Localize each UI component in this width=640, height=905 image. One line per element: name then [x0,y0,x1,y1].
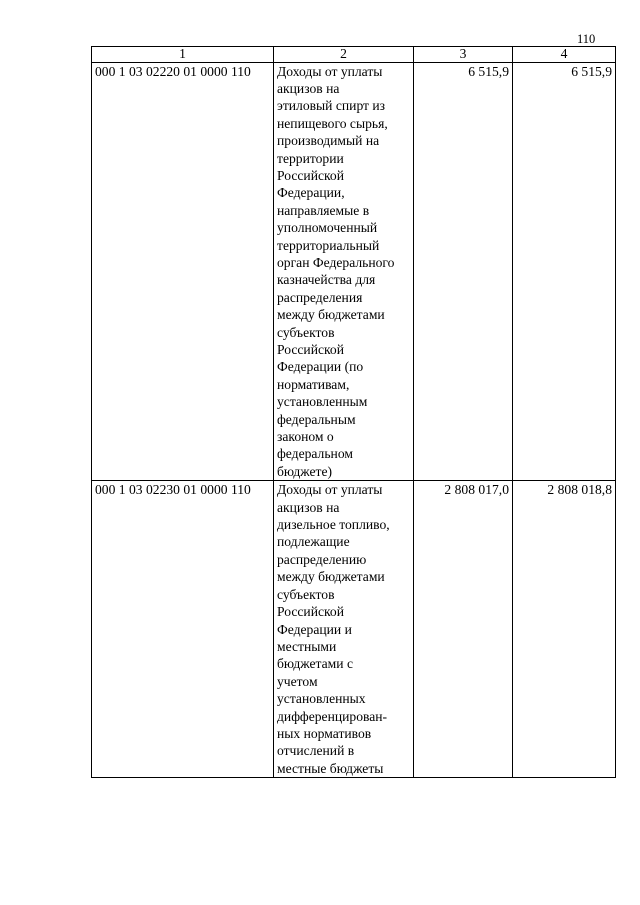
description-line: Российской [277,342,344,357]
description-line: бюджете) [277,463,333,479]
column-header-1: 1 [92,47,274,63]
description-line: Федерации и [277,621,352,637]
description-line: распределению [277,551,367,567]
description-line: Доходы от уплаты [277,482,383,498]
description-line: территории [277,150,344,166]
description-line: бюджетами с [277,656,353,672]
budget-table [91,46,616,778]
budget-classification-code: 000 1 03 02230 01 0000 110 [92,481,274,778]
description-line: направляемые в [277,202,370,218]
page-number: 110 [577,32,596,46]
description-line: субъектов [277,586,335,602]
description-line: федеральном [277,446,353,462]
description-line: производимый на [277,133,380,149]
column-header-3: 3 [414,47,513,63]
description-line: дифференцирован- [277,708,388,724]
description-line: нормативам, [277,376,350,392]
description-line: дизельное топливо, [277,517,390,533]
income-description [274,481,414,778]
table-header-row [92,47,616,63]
column-header-4: 4 [513,47,616,63]
description-line: местные бюджеты [277,760,384,776]
description-line: уполномоченный [277,220,378,236]
description-line: местными [277,638,337,654]
description-line: ных нормативов [277,725,372,741]
description-line: подлежащие [277,534,350,550]
budget-classification-code: 000 1 03 02220 01 0000 110 [92,62,274,481]
description-line: территориальный [277,237,380,253]
amount-column-3: 6 515,9 [414,62,513,481]
description-line: орган Федерального [277,254,395,270]
description-line: Доходы от уплаты [277,63,383,79]
description-line: между бюджетами [277,307,385,323]
table-row [92,62,616,481]
description-line: учетом [277,673,318,689]
amount-column-3: 2 808 017,0 [414,481,513,778]
description-line: Российской [277,604,344,620]
amount-column-4: 2 808 018,8 [513,481,616,778]
amount-column-4: 6 515,9 [513,62,616,481]
description-line: установленным [277,394,368,410]
description-line: распределения [277,289,363,305]
description-line: Федерации (по [277,359,364,375]
description-line: акцизов на [277,499,340,515]
column-header-2: 2 [274,47,414,63]
description-line: субъектов [277,324,335,340]
description-line: отчислений в [277,743,355,759]
description-line: Федерации, [277,185,345,201]
description-line: федеральным [277,411,356,427]
description-line: казначейства для [277,272,376,288]
description-line: между бюджетами [277,569,385,585]
income-description [274,62,414,481]
description-line: этиловый спирт из [277,98,386,114]
description-line: непищевого сырья, [277,115,388,131]
table-body [92,62,616,778]
description-line: законом о [277,429,334,445]
description-line: Российской [277,167,344,183]
description-line: установленных [277,691,366,707]
description-line: акцизов на [277,80,340,96]
table-row [92,481,616,778]
